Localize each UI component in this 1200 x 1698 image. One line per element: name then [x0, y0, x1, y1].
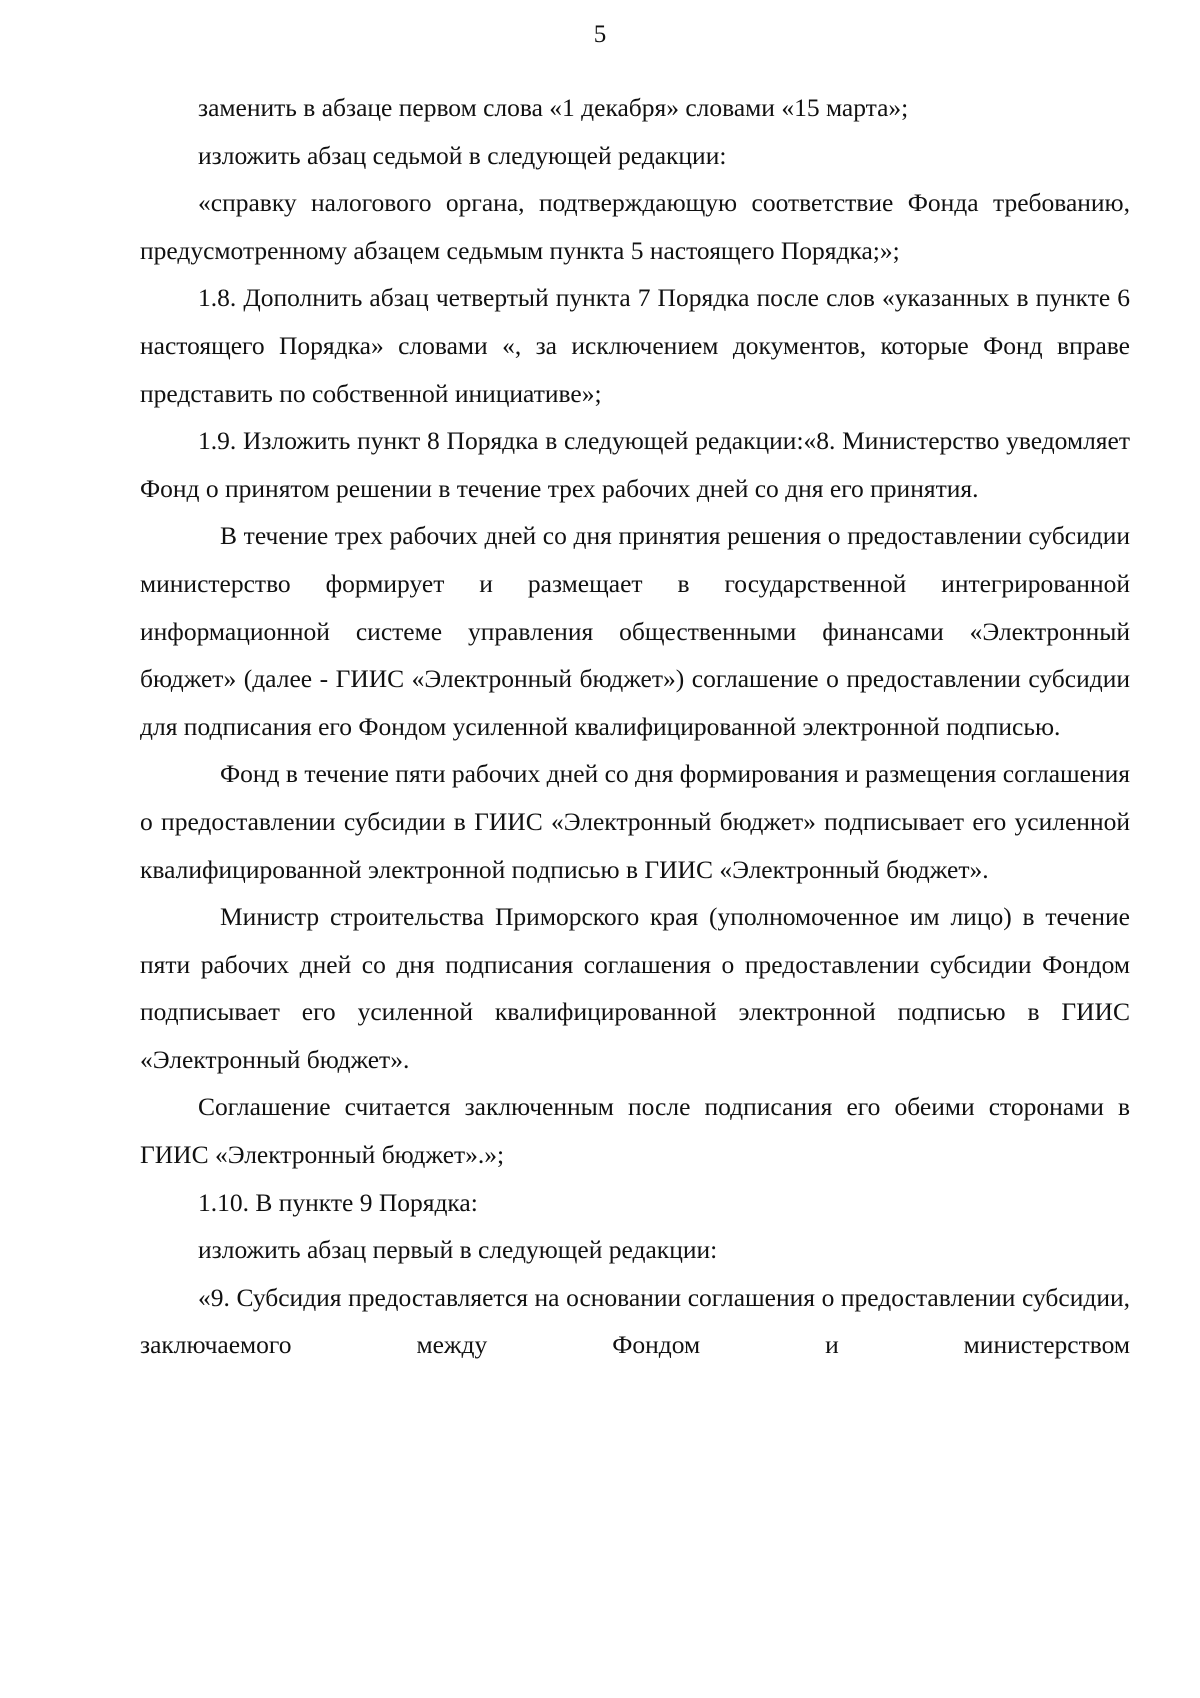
- paragraph-item-1-9: 1.9. Изложить пункт 8 Порядка в следующей редакции:«8. Министерство уведомляет Фонд о принятом решении в течение трех рабочих дней со дня его принятия.: [140, 426, 1130, 503]
- paragraph-replace-words: заменить в абзаце первом слова «1 декабря» словами «15 марта»;: [198, 93, 909, 122]
- paragraph-set-first-abzac: изложить абзац первый в следующей редакции:: [198, 1235, 718, 1265]
- paragraph-minister-signing: Министр строительства Приморского края (уполномоченное им лицо) в течение пяти рабочих дней со дня подписания соглашения о предоставлении субсидии Фондом подписывает его усиленной квалифицированной электронной подписью в ГИИС «Электронный бюджет».: [140, 902, 1130, 1074]
- paragraph-item-1-8: 1.8. Дополнить абзац четвертый пункта 7 Порядка после слов «указанных в пункте 6 настоящего Порядка» словами «, за исключением документов, которые Фонд вправе представить по собственной инициативе»;: [140, 283, 1130, 408]
- paragraph-item-1-10: 1.10. В пункте 9 Порядка:: [198, 1187, 478, 1217]
- paragraph-fund-signing: Фонд в течение пяти рабочих дней со дня формирования и размещения соглашения о предоставлении субсидии в ГИИС «Электронный бюджет» подписывает его усиленной квалифицированной электронной подписью в ГИИС «Электронный бюджет».: [140, 759, 1130, 884]
- page-number: 5: [593, 21, 607, 48]
- paragraph-agreement-forming: В течение трех рабочих дней со дня принятия решения о предоставлении субсидии министерство формирует и размещает в государственной интегрированной информационной системе управления общественными финансами «Электронный бюджет» (далее - ГИИС «Электронный бюджет») соглашение о предоставлении субсидии для подписания его Фондом усиленной квалифицированной электронной подписью.: [140, 521, 1130, 741]
- paragraph-subsidy-basis: «9. Субсидия предоставляется на основании соглашения о предоставлении субсидии, заключаемого между Фондом и министерством: [140, 1282, 1130, 1360]
- paragraph-set-seventh-abzac: изложить абзац седьмой в следующей редакции:: [198, 140, 727, 170]
- document-body: [140, 84, 1130, 1369]
- paragraph-tax-certificate: «справку налогового органа, подтверждающую соответствие Фонда требованию, предусмотренному абзацем седьмым пункта 5 настоящего Порядка;»;: [140, 188, 1130, 265]
- paragraph-agreement-concluded: Соглашение считается заключенным после подписания его обеими сторонами в ГИИС «Электронный бюджет».»;: [140, 1092, 1130, 1170]
